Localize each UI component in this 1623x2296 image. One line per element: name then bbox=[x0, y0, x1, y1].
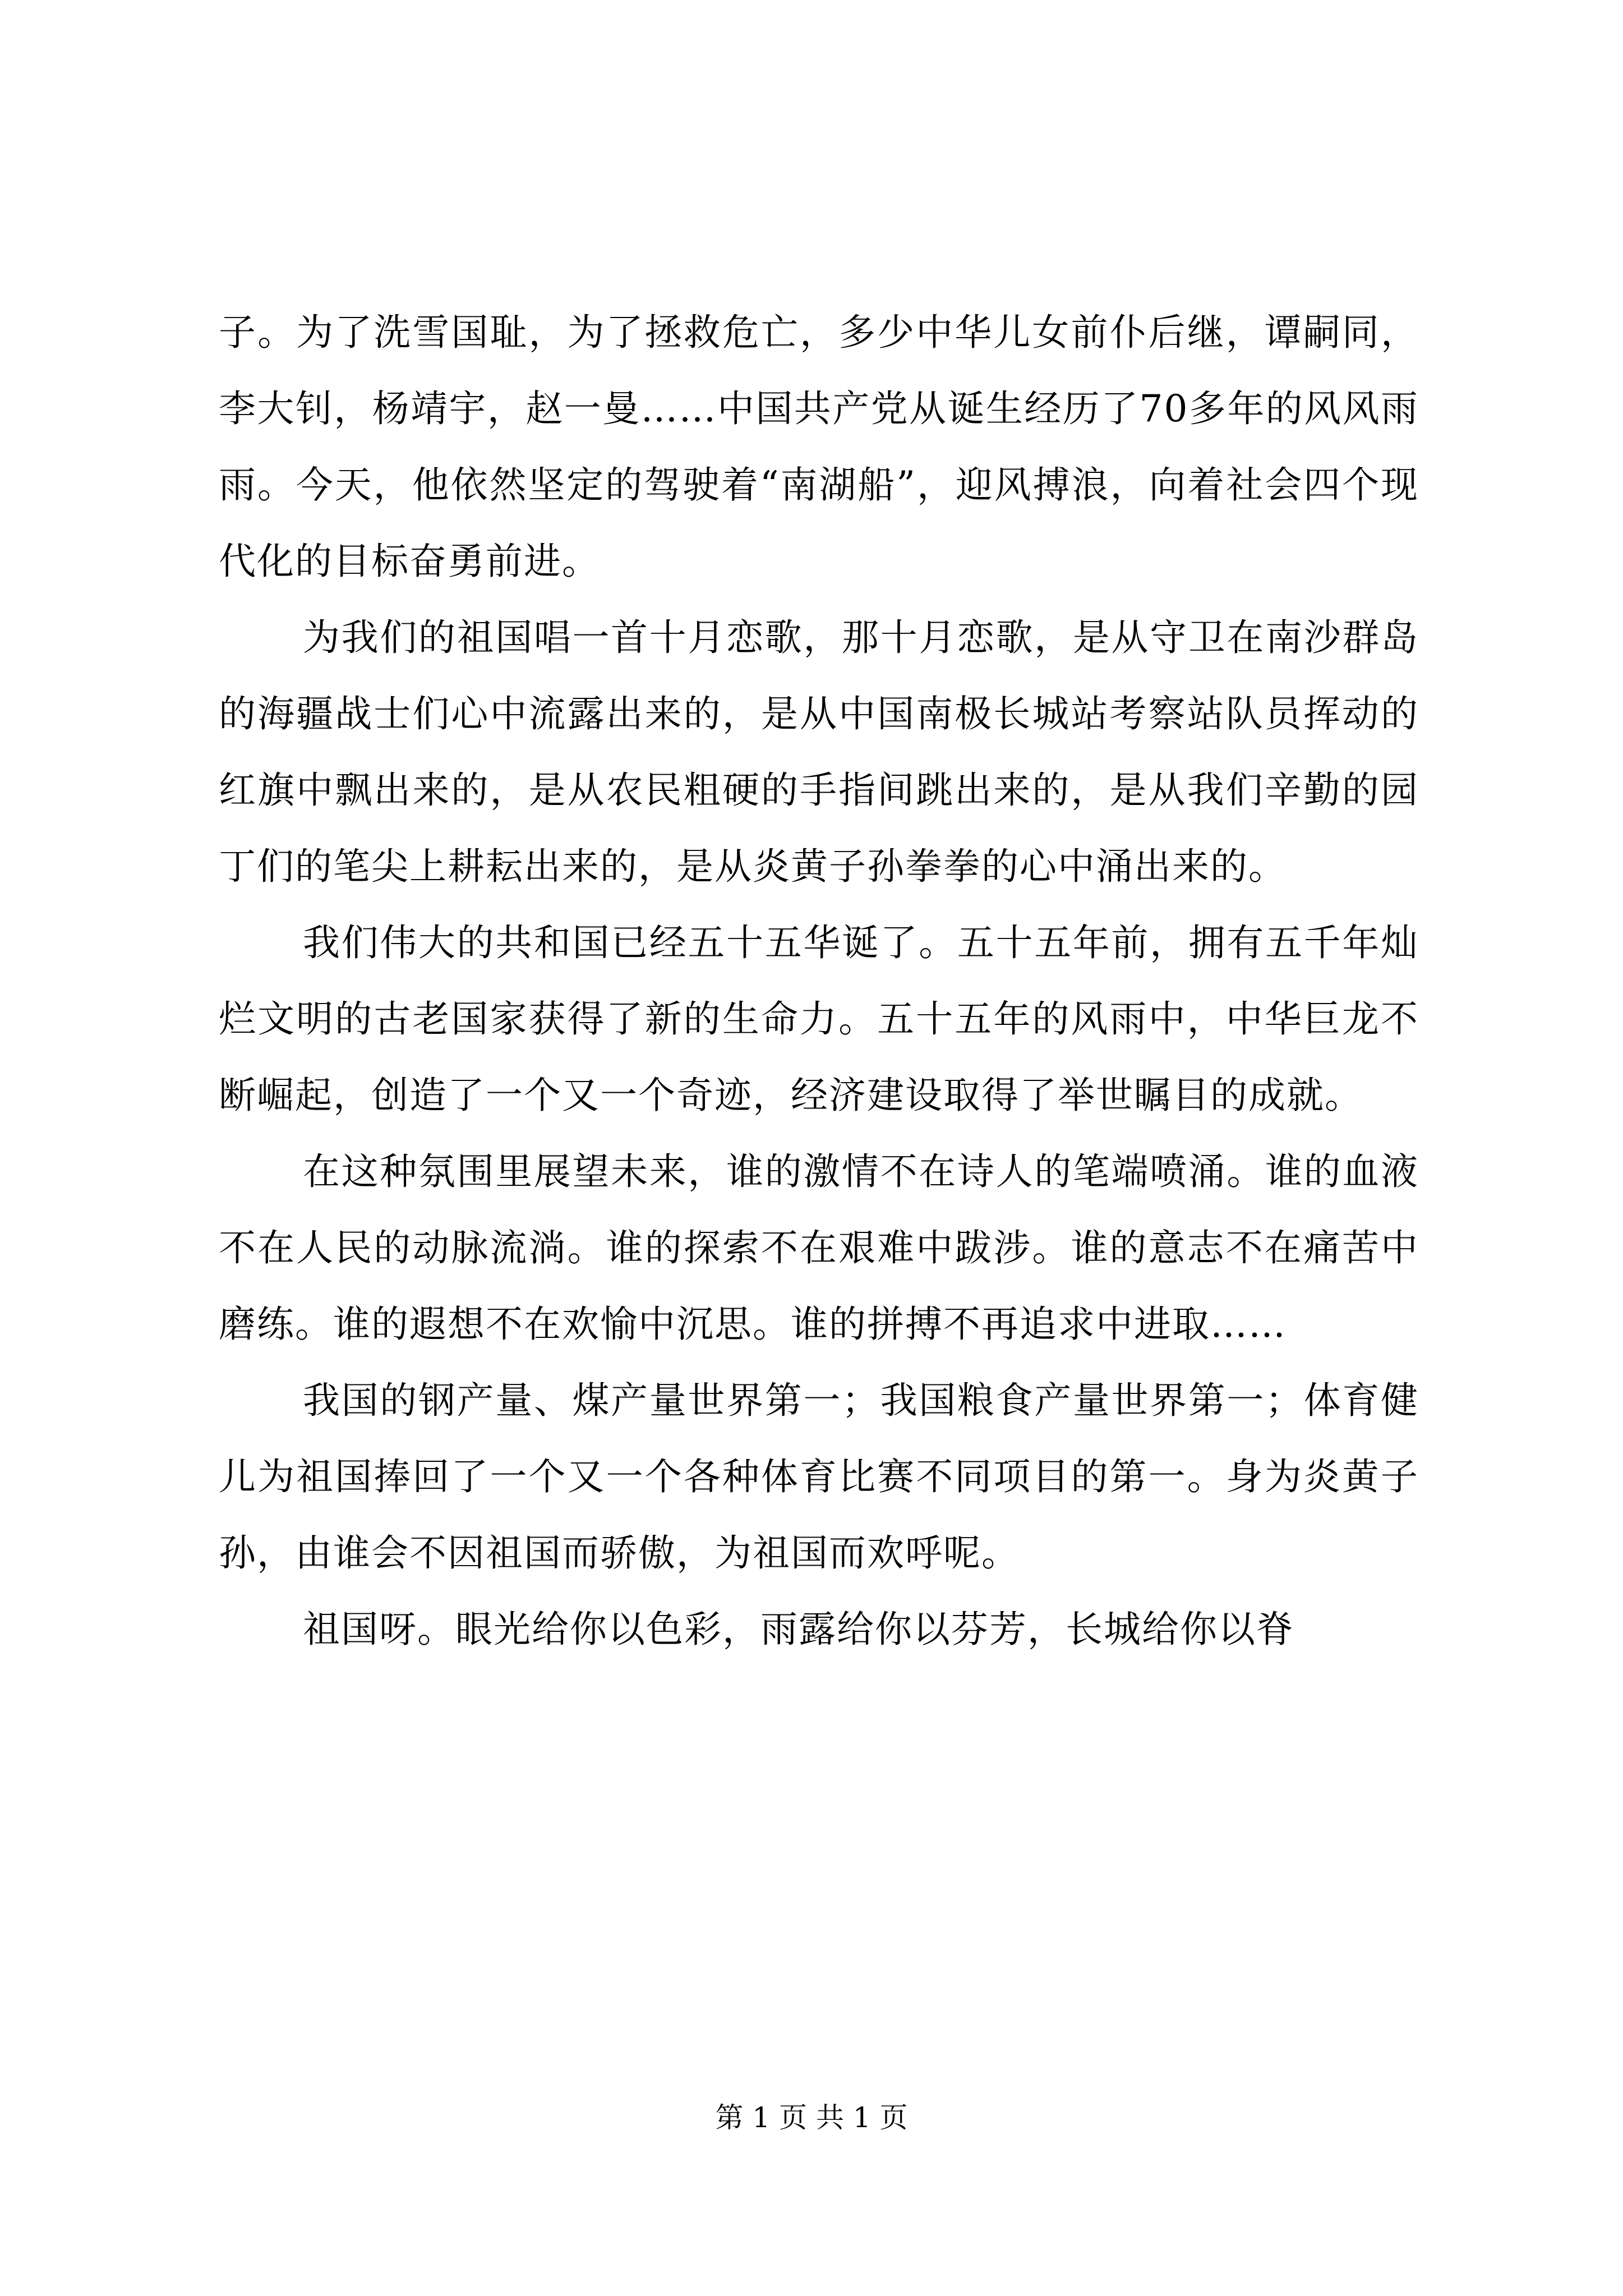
document-body bbox=[219, 295, 1419, 1668]
paragraph-3: 我们伟大的共和国已经五十五华诞了。五十五年前，拥有五千年灿烂文明的古老国家获得了新的生命力。五十五年的风雨中，中华巨龙不断崛起，创造了一个又一个奇迹，经济建设取得了举世瞩目的成就。 bbox=[219, 921, 1419, 1117]
paragraph-2: 为我们的祖国唱一首十月恋歌，那十月恋歌，是从守卫在南沙群岛的海疆战士们心中流露出来的，是从中国南极长城站考察站队员挥动的红旗中飘出来的，是从农民粗硬的手指间跳出来的，是从我们辛勤的园丁们的笔尖上耕耘出来的，是从炎黄子孙拳拳的心中涌出来的。 bbox=[219, 616, 1419, 888]
paragraph-4: 在这种氛围里展望未来，谁的激情不在诗人的笔端喷涌。谁的血液不在人民的动脉流淌。谁的探索不在艰难中跋涉。谁的意志不在痛苦中磨练。谁的遐想不在欢愉中沉思。谁的拼搏不再追求中进取…… bbox=[219, 1150, 1419, 1346]
page-footer: 第 1 页 共 1 页 bbox=[715, 2101, 908, 2134]
paragraph-6: 祖国呀。眼光给你以色彩，雨露给你以芬芳，长城给你以脊 bbox=[303, 1608, 1294, 1651]
paragraph-5: 我国的钢产量、煤产量世界第一；我国粮食产量世界第一；体育健儿为祖国捧回了一个又一个各种体育比赛不同项目的第一。身为炎黄子孙，由谁会不因祖国而骄傲，为祖国而欢呼呢。 bbox=[219, 1379, 1419, 1575]
paragraph-1: 子。为了洗雪国耻，为了拯救危亡，多少中华儿女前仆后继，谭嗣同，李大钊，杨靖宇，赵一曼……中国共产党从诞生经历了70多年的风风雨雨。今天，他依然坚定的驾驶着“南湖船”，迎风搏浪，向着社会四个现代化的目标奋勇前进。 bbox=[219, 311, 1419, 583]
